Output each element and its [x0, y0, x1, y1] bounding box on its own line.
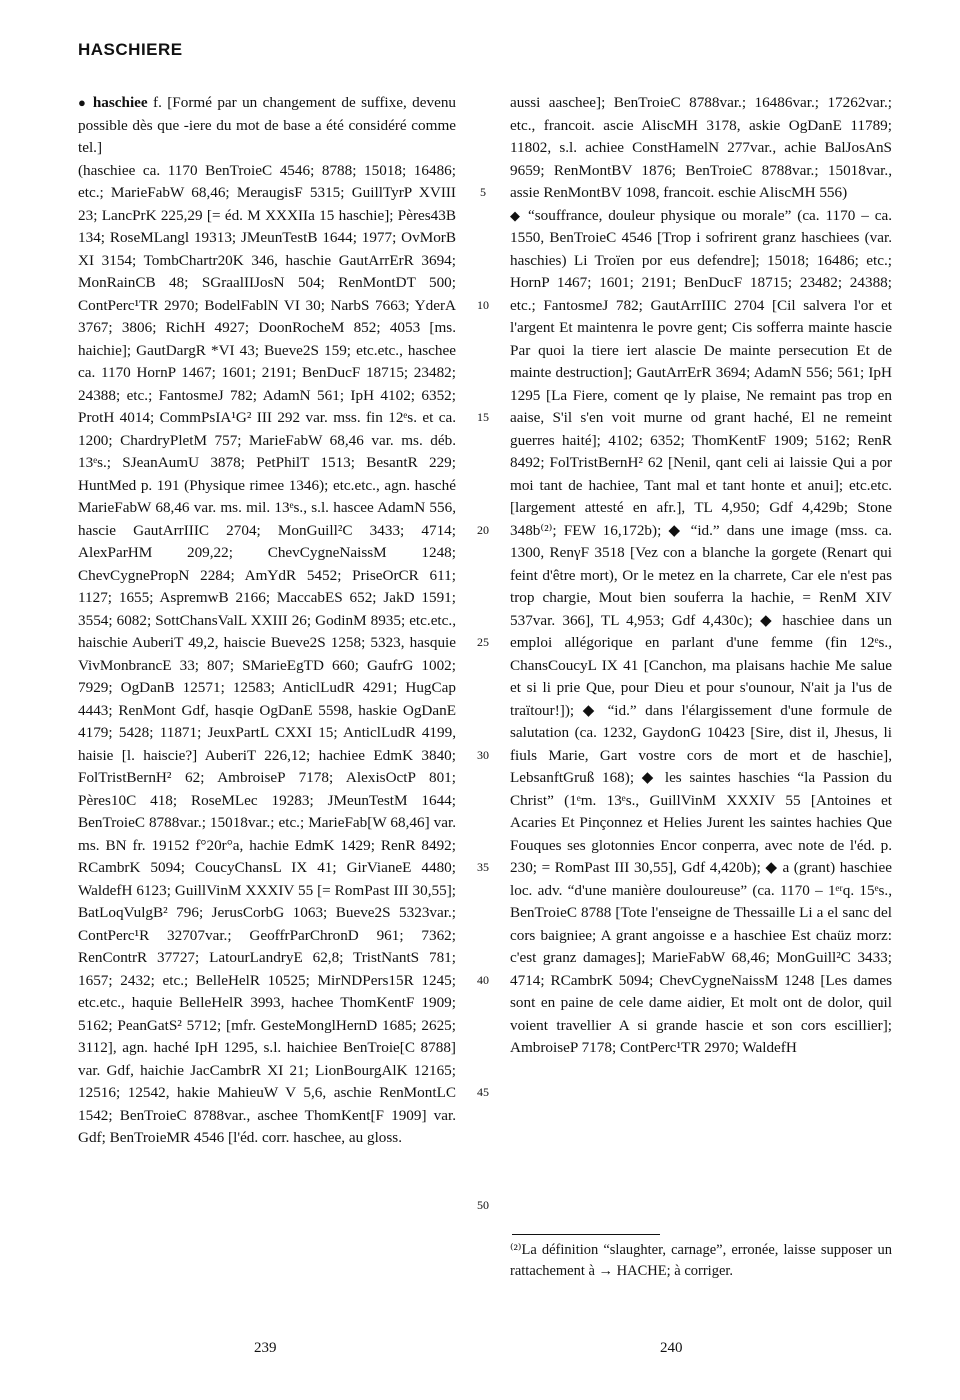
page-number-left: 239 — [254, 1340, 277, 1356]
line-number: 20 — [477, 523, 489, 537]
left-column — [78, 92, 456, 1337]
line-number: 10 — [477, 298, 489, 312]
line-number: 15 — [477, 410, 489, 424]
entry-gram: f. — [147, 94, 168, 111]
line-number: 35 — [477, 860, 489, 874]
entry-bullet: ● — [78, 95, 88, 110]
line-number: 50 — [477, 1198, 489, 1212]
footnote-rule — [512, 1234, 660, 1235]
line-number: 25 — [477, 635, 489, 649]
sense-text: “souffrance, douleur physique ou morale” (ca. 1170 – ca. 1550, BenTroieC 4546 [Trop i sofrirent granz haschiees (var. haschies) Li Troïen por eus defendre]; 15018; 16486; etc.; HornP 1467; 1601; 2191; BenDucF 18715; 23482; 24388; etc.; FantosmeJ 782; GautArrIIIC 2704 [Cil salvera l'or et l'argent Et maintenra le povre gent; Cis sofferra mainte hascie Par quoi la tiere iert alascie De mainte persecution Et de mainte destruction]; GautArrErR 3694; AdamN 556; 561; IpH 1295 [La Fiere, coment qe ly plaise, Ne remaint pas trop en aaise, S'il s'en voit murne od grant haché, El ne remeint guerres haité]; 4102; 6352; ThomKentF 1909; 5162; RenR 8492; FolTristBernH² 62 [Nenil, qant celi ai laissie Qui a por moi tant de hachiee, Tant mal et tant honte et anui]; etc.etc. [largement attesté en afr.], TL 4,950; Gdf 4,429b; Stone 348b⁽²⁾; FEW 16,172b); ◆ “id.” dans une image (mss. ca. 1300, RenγF 3518 [Vez con a blanche la gorgete (Renart qui feint d'être mort), Or le metez en la charrete, Car ele n'est pas trop chargie, Mout bien souferra la hachie, = RenM XIV 537var. 366], TL 4,953; Gdf 4,430c); ◆ haschiee dans un emploi allégorique en parlant d'une femme (fin 12ᵉs., ChansCoucyL IX 41 [Canchon, ma plaisans hachie Me salue et si li prie Que, pour Dieu et pour s'ounour, N'ait ja l'us de traïtour!]); ◆ “id.” dans l'élargissement d'une formule de salutation (ca. 1232, GaydonG 10423 [Sire, dist il, Jhesus, li fiuls Marie, Gart vostre cors de mort et de haschie], LebsanftGruß 168); ◆ les saintes haschies “la Passion du Christ” (1ᵉm. 13ᵉs., GuillVinM XXXIV 55 [Antoines et Acaries Et Pinçonnez et Helies Jurent les saintes hachies Que Fouques ses glotonnies Encor conperra, avec note de l'éd. p. 230; = RomPast III 30,55], Gdf 4,420b); ◆ a (grant) haschiee loc. adv. “d'une manière douloureuse” (ca. 1170 – 1ᵉʳq. 15ᵉs., BenTroieC 8788 [Tote l'enseigne de Thessaille Li a el sanc del cors baigniee; A grant angoisse e a haschiee Est chaüz morz: c'est granz damages]; MarieFabW 68,46; MonGuill²C 3433; 4714; RCambrK 5094; ChevCygneNaissM 1248 [Les dames sont en paine de cele dame aidier, Et molt ont de dolor, quil voient travellier A si grande hascie et son cors escillier]; AmbroiseP 7178; ContPerc¹TR 2970; WaldefH — [510, 206, 892, 1056]
sense-diamond: ◆ — [510, 207, 523, 223]
entry-lemma: haschiee — [92, 94, 148, 111]
page-number-right: 240 — [660, 1340, 683, 1356]
right-column — [510, 92, 892, 1227]
line-numbers — [460, 92, 506, 1262]
attestations-paragraph: (haschiee ca. 1170 BenTroieC 4546; 8788; 15018; 16486; etc.; MarieFabW 68,46; MeraugisF 5315; GuillTyrP XVIII 23; LancPrK 225,29 [= éd. M XXXIIa 15 haschie]; Pères43B 134; RoseMLangl 19313; JMeunTestB 1644; 1977; OvMorB XI 3154; TombChartr20K 346, haschie GautArrErR 3694; MonRainCB 48; SGraalIIJosN 504; RenMontDT 500; ContPerc¹TR 2970; BodelFablN VI 30; NarbS 7663; YderA 3767; 3806; RichH 4927; DoonRocheM 852; 4053 [ms. haichie]; GautDargR *VI 43; Bueve2S 159; etc.etc., haschee ca. 1170 HornP 1467; 1601; 2191; BenDucF 18715; 23482; 24388; etc.; FantosmeJ 782; AdamN 561; IpH 4102; 6352; ProtH 4014; CommPsIA¹G² III 292 var. mss. fin 12ᵉs. et ca. 1200; ChardryPletM 757; MarieFabW 68,46 var. ms. déb. 13ᵉs.; SJeanAumU 3878; PetPhilT 1513; BesantR 229; HuntMed p. 191 (Physique rimee 1346); etc.etc., agn. hasché MarieFabW 68,46 var. ms. mil. 13ᵉs., s.l. hascee AdamN 556, hascie GautArrIIIC 2704; MonGuill²C 3433; 4714; AlexParHM 209,22; ChevCygneNaissM 1248; ChevCygnePropN 2284; AmYdR 5452; PriseOrCR 611; 1127; 1655; AspremwB 2166; MaccabES 652; JakD 1591; 3554; 6082; SottChansValL XXIII 26; GodinM 8935; etc.etc., haischie AuberiT 49,2, haiscie Bueve2S 1258; 5323, hasquie VivMonbrancE 33; 807; SMarieEgTD 660; GaufrG 1002; 7929; OgDanB 12571; 12583; AnticlLudR 4291; HugCap 4443; RenMont Gdf, hasqie OgDanE 5598, haskie OgDanE 4179; 5428; 11871; JeuxPartL CXXI 15; AnticlLudR 4199, haisie [l. haiscie?] AuberiT 226,12; hachiee EdmK 3840; FolTristBernH² 62; AmbroiseP 7178; AlexisOctP 801; Pères10C 418; RoseMLec 19283; JMeunTestM 1644; BenTroieC 8788var.; 15018var.; etc.; MarieFab[W 68,46] var. ms. BN fr. 19152 f°20r°a, hachie EdmK 1429; RenR 8492; RCambrK 5094; CoucyChansL IX 41; GirVianeE 4480; WaldefH 6123; GuillVinM XXXIV 55 [= RomPast III 30,55]; BatLoqVulgB² 796; JerusCorbG 1063; Bueve2S 5323var.; ContPerc¹R 32707var.; GeoffrParChronD 961; 7362; RenContrR 37727; LatourLandryE 62,8; TristNantS 781; 1657; 2432; etc.; BelleHelR 10525; MirNDPers15R 1245; etc.etc., haquie BelleHelR 3993, hachee ThomKentF 1909; 5162; PeanGatS² 5712; [mfr. GesteMonglHernD 1685; 2625; 3112], agn. haché IpH 1295, s.l. haichiee BenTroie[C 8788] var. Gdf, haichie JacCambrR XI 21; LionBourgAlK 12165; 12516; 12542, hakie MahieuW V 5,6, aschie RenMontLC 1542; BenTroieC 8788var., aschee ThomKent[F 1909] var. Gdf; BenTroieMR 4546 [l'éd. corr. haschee, au gloss. — [78, 161, 456, 1146]
right-continuation: aussi aaschee]; BenTroieC 8788var.; 16486var.; 17262var.; etc., francoit. ascie AliscMH 3178, askie OgDanE 11789; 11802, s.l. achiee ConstHamelN 277var., achie BalJosAnS 9659; RenMontBV 1876; BenTroieC 8788var.; 15018var., assie RenMontBV 1098, francoit. eschie AliscMH 556) — [510, 94, 892, 201]
entry-etymology: [Formé par un changement de suffixe, devenu possible dès que -iere du mot de base a été considéré comme tel.] — [78, 94, 456, 156]
line-number: 40 — [477, 973, 489, 987]
footnote: ⁽²⁾La définition “slaughter, carnage”, erronée, laisse supposer un rattachement à → HACHE; à corriger. — [510, 1242, 892, 1279]
line-number: 45 — [477, 1085, 489, 1099]
entry-paragraph — [78, 92, 456, 160]
line-number: 30 — [477, 748, 489, 762]
sense-paragraph — [510, 205, 892, 1060]
line-number: 5 — [480, 185, 486, 199]
running-head: HASCHIERE — [78, 40, 183, 59]
